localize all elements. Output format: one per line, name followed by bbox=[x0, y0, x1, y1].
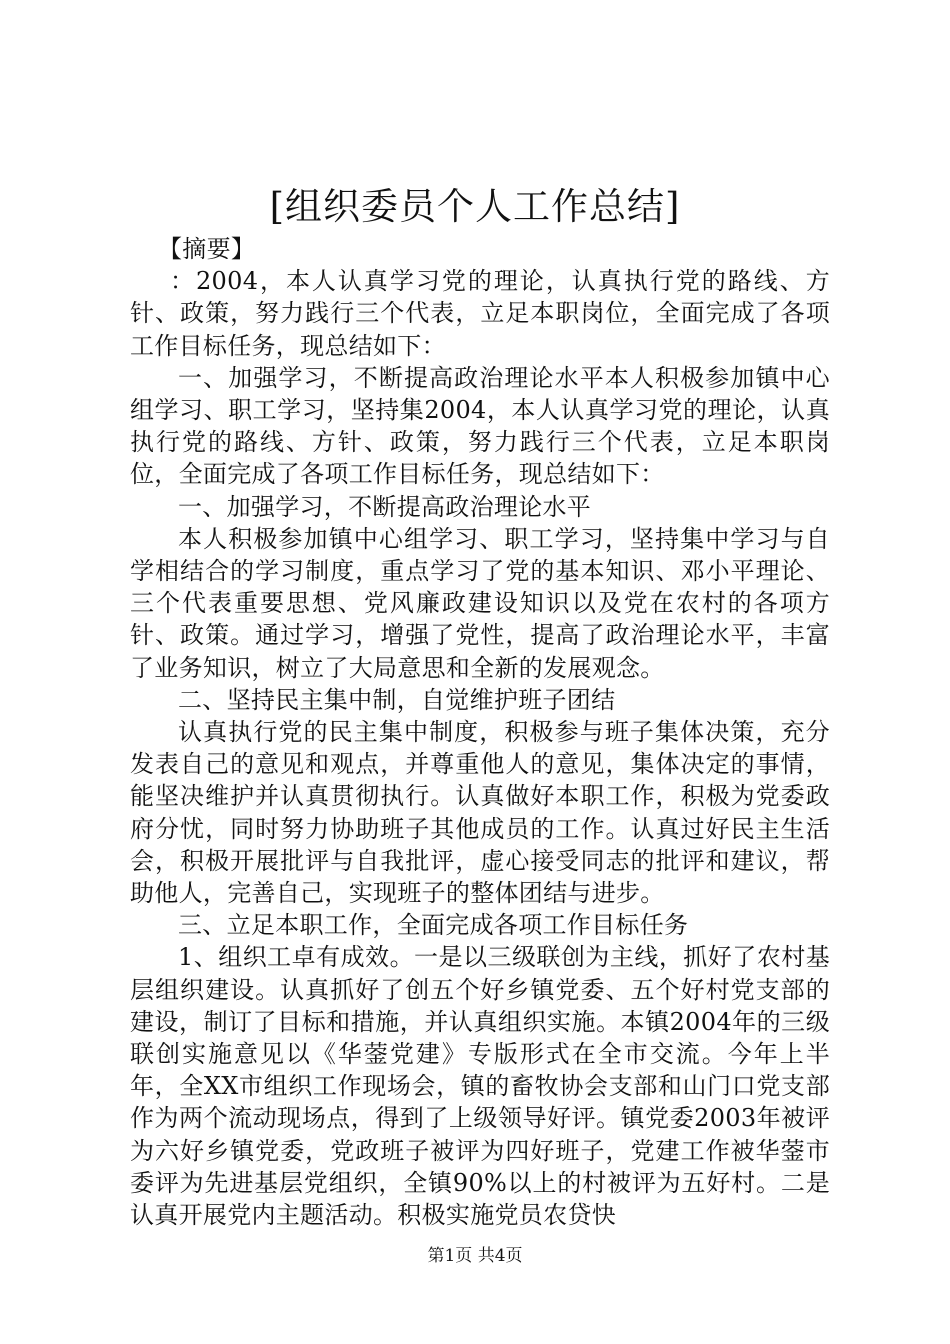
section-heading: 一、加强学习，不断提高政治理论水平 bbox=[178, 492, 592, 521]
document-title: [组织委员个人工作总结] bbox=[269, 185, 681, 228]
page-footer: 第1页 共4页 bbox=[427, 1246, 523, 1266]
body-paragraph: 一、加强学习，不断提高政治理论水平本人积极参加镇中心组学习、职工学习，坚持集2004，本人认真学习党的理论，认真执行党的路线、方针、政策，努力践行三个代表，立足本职岗位，全面完成了各项工作目标任务，现总结如下： bbox=[130, 363, 830, 489]
section-heading: 二、坚持民主集中制，自觉维护班子团结 bbox=[178, 685, 616, 714]
section-heading: 三、立足本职工作，全面完成各项工作目标任务 bbox=[178, 911, 689, 940]
document-body bbox=[130, 233, 830, 1231]
body-paragraph: 认真执行党的民主集中制度，积极参与班子集体决策，充分发表自己的意见和观点，并尊重他人的意见，集体决定的事情，能坚决维护并认真贯彻执行。认真做好本职工作，积极为党委政府分忧，同时努力协助班子其他成员的工作。认真过好民主生活会，积极开展批评与自我批评，虚心接受同志的批评和建议，帮助他人，完善自己，实现班子的整体团结与进步。 bbox=[130, 718, 830, 908]
abstract-paragraph: ：2004，本人认真学习党的理论，认真执行党的路线、方针、政策，努力践行三个代表，立足本职岗位，全面完成了各项工作目标任务，现总结如下： bbox=[130, 267, 830, 360]
body-paragraph: 本人积极参加镇中心组学习、职工学习，坚持集中学习与自学相结合的学习制度，重点学习了党的基本知识、邓小平理论、三个代表重要思想、党风廉政建设知识以及党在农村的各项方针、政策。通过学习，增强了党性，提高了政治理论水平，丰富了业务知识，树立了大局意思和全新的发展观念。 bbox=[130, 524, 830, 682]
abstract-label: 【摘要】 bbox=[158, 235, 256, 263]
body-paragraph: 1、组织工卓有成效。一是以三级联创为主线，抓好了农村基层组织建设。认真抓好了创五个好乡镇党委、五个好村党支部的建设，制订了目标和措施，并认真组织实施。本镇2004年的三级联创实施意见以《华蓥党建》专版形式在全市交流。今年上半年，全XX市组织工作现场会，镇的畜牧协会支部和山门口党支部作为两个流动现场点，得到了上级领导好评。镇党委2003年被评为六好乡镇党委，党政班子被评为四好班子，党建工作被华蓥市委评为先进基层党组织，全镇90%以上的村被评为五好村。二是认真开展党内主题活动。积极实施党员农贷快 bbox=[130, 943, 830, 1230]
